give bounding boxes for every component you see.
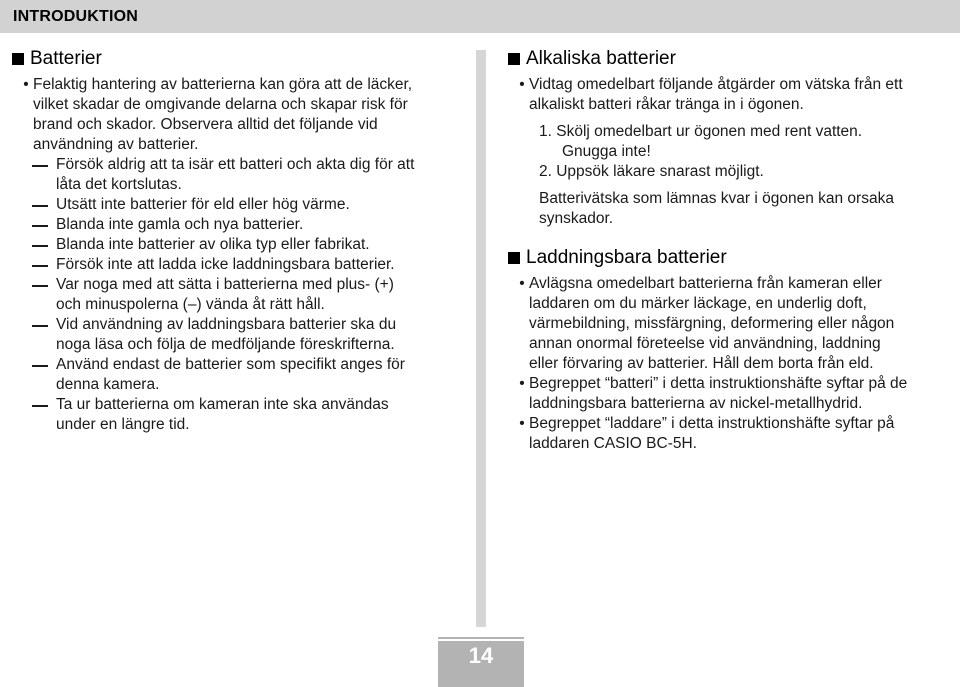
batterier-intro [11,75,466,155]
dash-item [11,275,466,315]
text-line: laddaren CASIO BC-5H. [529,435,697,452]
text-line: användning av batterier. [33,136,199,153]
text-line: Avlägsna omedelbart batterierna från kameran eller [529,275,882,292]
dash-icon [32,405,48,407]
text-line: Ta ur batterierna om kameran inte ska användas [56,396,389,413]
bullet-dot-icon: • [23,76,29,93]
section-title: INTRODUKTION [13,8,139,25]
column-divider [476,50,486,627]
dash-icon [32,285,48,287]
laddningsbara-heading [507,245,960,271]
text-line: alkaliskt batteri råkar tränga in i ögonen. [529,96,804,113]
dash-item [11,315,466,355]
text-line: laddningsbara batterierna av nickel-metallhydrid. [529,395,863,412]
text-line: 2. Uppsök läkare snarast möjligt. [539,163,764,180]
dash-icon [32,165,48,167]
dash-item [11,255,466,275]
header-bar [0,0,960,33]
laddningsbara-bullet [507,274,960,374]
text-line: och minuspolerna (–) vända åt rätt håll. [56,296,325,313]
dash-icon [32,205,48,207]
dash-icon [32,245,48,247]
bullet-dot-icon: • [519,375,525,392]
dash-item [11,235,466,255]
text-line: värmebildning, missfärgning, deformering eller någon [529,315,895,332]
alkaliska-heading [507,46,960,72]
text-line: brand och skador. Observera alltid det följande vid [33,116,378,133]
text-line: Felaktig hantering av batterierna kan göra att de läcker, [33,76,413,93]
text-line: eller förvaring av batterier. Håll dem borta från eld. [529,355,874,372]
dash-icon [32,265,48,267]
text-line: Försök aldrig att ta isär ett batteri och akta dig för att [56,156,415,173]
dash-icon [32,225,48,227]
text-line: denna kamera. [56,376,160,393]
dash-item [11,215,466,235]
text-line: Vidtag omedelbart följande åtgärder om vätska från ett [529,76,903,93]
alkaliska-heading-text: Alkaliska batterier [526,48,676,69]
text-line: annan onormal företeelse vid användning, laddning [529,335,881,352]
text-line: Blanda inte gamla och nya batterier. [56,216,304,233]
text-line: Försök inte att ladda icke laddningsbara batterier. [56,256,395,273]
text-line: Använd endast de batterier som specifikt anges för [56,356,405,373]
dash-icon [32,325,48,327]
bullet-dot-icon: • [519,415,525,432]
text-line: Utsätt inte batterier för eld eller hög värme. [56,196,350,213]
bullet-dot-icon: • [519,275,525,292]
numbered-step-1 [507,122,960,162]
dash-item [11,155,466,195]
left-column [11,46,466,435]
text-line: Begreppet “batteri” i detta instruktionshäfte syftar på de [529,375,908,392]
text-line: laddaren om du märker läckage, en underlig doft, [529,295,867,312]
text-line: Begreppet “laddare” i detta instruktionshäfte syftar på [529,415,895,432]
dash-item [11,355,466,395]
text-line: noga läsa och följa de medföljande föreskrifterna. [56,336,395,353]
text-line: synskador. [539,210,614,227]
text-line: Batterivätska som lämnas kvar i ögonen kan orsaka [539,190,894,207]
text-line: Vid användning av laddningsbara batterier ska du [56,316,397,333]
text-line: under en längre tid. [56,416,190,433]
page-number: 14 [468,643,494,668]
square-bullet-icon [508,53,520,65]
laddningsbara-heading-text: Laddningsbara batterier [526,247,727,268]
bullet-dot-icon: • [519,76,525,93]
text-line: Blanda inte batterier av olika typ eller fabrikat. [56,236,370,253]
numbered-step-2 [507,162,960,182]
laddningsbara-bullet [507,414,960,454]
text-line: Var noga med att sätta i batterierna med plus- (+) [56,276,394,293]
page-number-tab [438,637,524,687]
text-line: vilket skadar de omgivande delarna och skapar risk för [33,96,408,113]
batterier-heading-text: Batterier [30,48,102,69]
dash-icon [32,365,48,367]
alkaliska-intro [507,75,960,115]
dash-item [11,195,466,215]
tab-top-line [438,639,524,641]
alkaliska-note [507,189,960,229]
laddningsbara-bullet [507,374,960,414]
text-line: Gnugga inte! [562,143,651,160]
right-column [507,46,960,454]
batterier-heading [11,46,466,72]
text-line: 1. Skölj omedelbart ur ögonen med rent vatten. [539,123,863,140]
square-bullet-icon [508,252,520,264]
text-line: låta det kortslutas. [56,176,182,193]
square-bullet-icon [12,53,24,65]
dash-item [11,395,466,435]
